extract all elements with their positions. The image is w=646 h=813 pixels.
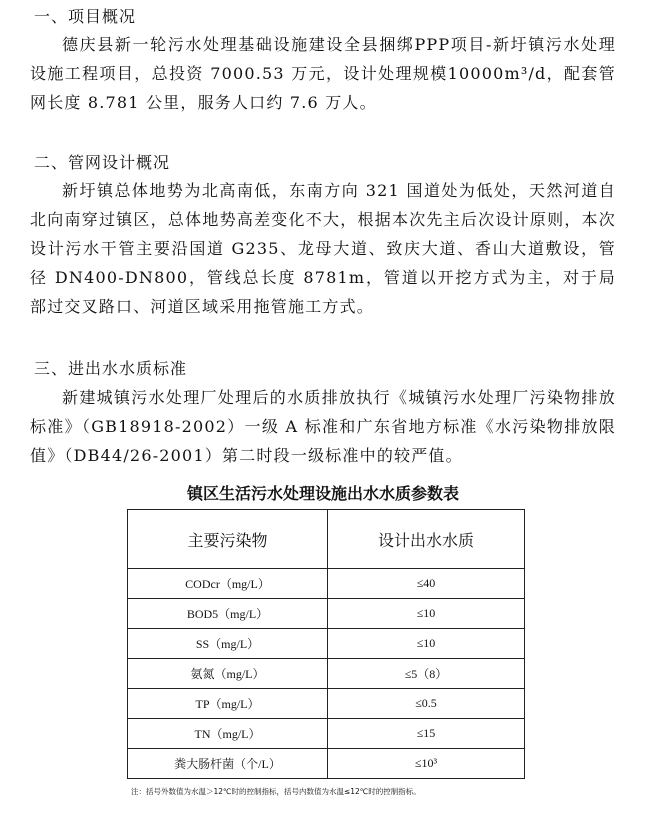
- pollutant-cell: CODcr（mg/L）: [128, 569, 328, 599]
- pollutant-cell: TP（mg/L）: [128, 689, 328, 719]
- section-paragraph-overview: [30, 30, 616, 117]
- value-cell: ≤10³: [328, 749, 525, 779]
- header-pollutant: 主要污染物: [128, 510, 328, 569]
- table-row: [128, 749, 525, 779]
- pollutant-cell: BOD5（mg/L）: [128, 599, 328, 629]
- value-cell: ≤0.5: [328, 689, 525, 719]
- pollutant-cell: SS（mg/L）: [128, 629, 328, 659]
- section-title-pipe-network: 二、管网设计概况: [34, 153, 171, 172]
- table-row: [128, 689, 525, 719]
- table-row: [128, 629, 525, 659]
- table-row: [128, 569, 525, 599]
- value-cell: ≤10: [328, 599, 525, 629]
- paragraph-text: 新建城镇污水处理厂处理后的水质排放执行《城镇污水处理厂污染物排放标准》（GB18918-2002）一级 A 标准和广东省地方标准《水污染物排放限值》（DB44/26-2001）第二时段一级标准中的较严值。: [30, 388, 616, 465]
- pollutant-cell: 氨氮（mg/L）: [128, 659, 328, 689]
- table-footnote: 注：括号外数值为水温＞12℃时的控制指标，括号内数值为水温≤12℃时的控制指标。: [131, 787, 421, 796]
- pollutant-cell: 粪大肠杆菌（个/L）: [128, 749, 328, 779]
- section-title-overview: 一、项目概况: [34, 7, 137, 26]
- value-cell: ≤10: [328, 629, 525, 659]
- table-row: [128, 719, 525, 749]
- paragraph-text: 德庆县新一轮污水处理基础设施建设全县捆绑PPP项目-新圩镇污水处理设施工程项目，总投资 7000.53 万元，设计处理规模10000m³/d，配套管网长度 8.781 公里，服务人口约 7.6 万人。: [30, 35, 616, 112]
- water-quality-table: [127, 509, 525, 779]
- section-paragraph-water-quality: [30, 383, 616, 470]
- table-row: [128, 659, 525, 689]
- table-row: [128, 599, 525, 629]
- value-cell: ≤40: [328, 569, 525, 599]
- section-paragraph-pipe-network: [30, 176, 616, 321]
- table-caption: 镇区生活污水处理设施出水水质参数表: [186, 484, 459, 503]
- pollutant-cell: TN（mg/L）: [128, 719, 328, 749]
- paragraph-text: 新圩镇总体地势为北高南低，东南方向 321 国道处为低处，天然河道自北向南穿过镇区，总体地势高差变化不大，根据本次先主后次设计原则，本次设计污水干管主要沿国道 G235、龙母大道、致庆大道、香山大道敷设，管径 DN400-DN800，管线总长度 8781m，管道以开挖方式为主，对于局部过交叉路口、河道区域采用拖管施工方式。: [30, 181, 616, 316]
- value-cell: ≤5（8）: [328, 659, 525, 689]
- header-effluent-quality: 设计出水水质: [328, 510, 525, 569]
- value-cell: ≤15: [328, 719, 525, 749]
- table-header-row: [128, 510, 525, 569]
- section-title-water-quality: 三、进出水水质标准: [34, 359, 188, 378]
